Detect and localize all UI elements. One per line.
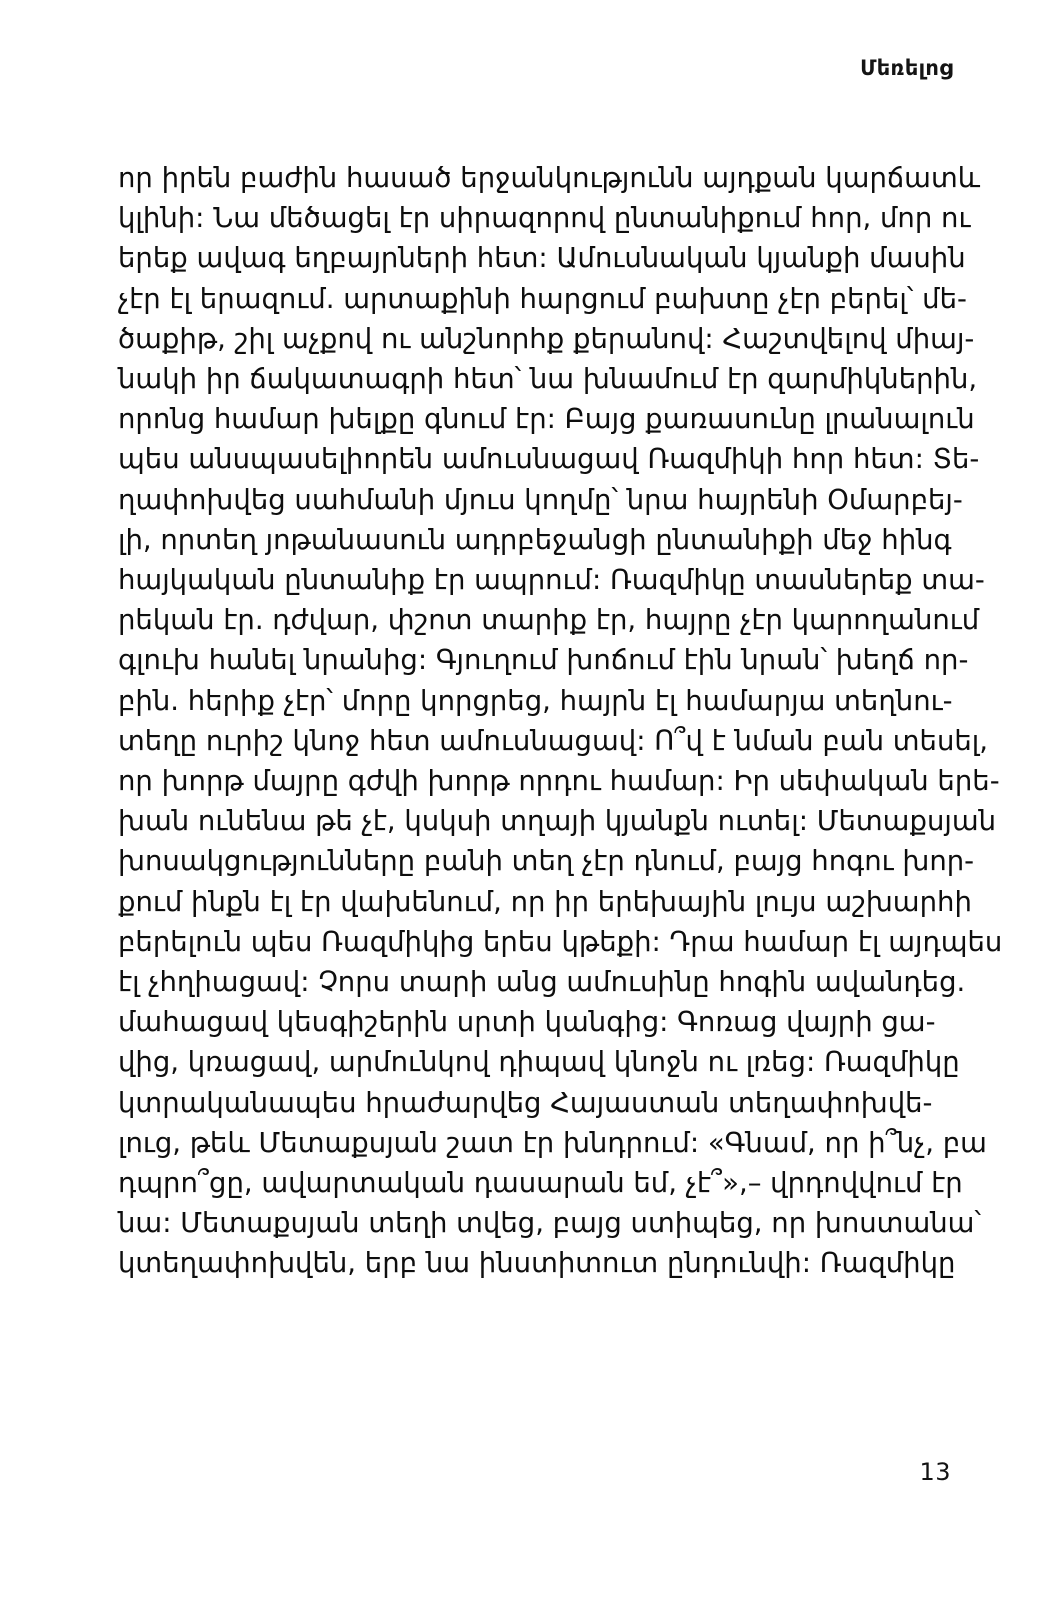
body-text-line: պես անսպասելիորեն ամուսնացավ Ռազմիկի հոր հետ: Տե- xyxy=(118,443,980,476)
body-text-line: տեղը ուրիշ կնոջ հետ ամուսնացավ: Ո՞վ է նման բան տեսել, xyxy=(118,724,989,757)
page-number: 13 xyxy=(919,1458,951,1486)
body-text-line: դպրո՞ցը, ավարտական դասարան եմ, չէ՞»,– վրդովվում էր xyxy=(118,1167,963,1200)
body-text-line: գլուխ հանել նրանից: Գյուղում խոճում էին նրան՝ խեղճ որ- xyxy=(118,644,969,677)
body-text-line: րեկան էր. դժվար, փշոտ տարիք էր, հայրը չէր կարողանում xyxy=(118,604,980,637)
body-text-line: կտրականապես հրաժարվեց Հայաստան տեղափոխվե- xyxy=(118,1086,933,1119)
running-header: Մեռելոց xyxy=(860,56,953,80)
body-text-line: որ իրեն բաժին հասած երջանկությունն այդքան կարճատև xyxy=(118,162,981,194)
body-text-line: մահացավ կեսգիշերին սրտի կանգից: Գոռաց վայրի ցա- xyxy=(118,1006,936,1039)
body-text-line: բին. հերիք չէր՝ մորը կորցրեց, հայրն էլ համարյա տեղնու- xyxy=(118,684,953,717)
body-text-line: խան ունենա թե չէ, կսկսի տղայի կյանքն ուտել: Մետաքսյան xyxy=(118,805,997,838)
body-text-line: էլ չհղիացավ: Չորս տարի անց ամուսինը հոգին ավանդեց. xyxy=(118,966,966,999)
body-text-line: նակի իր ճակատագրի հետ՝ նա խնամում էր զարմիկներին, xyxy=(118,363,978,396)
body-text-line: նա: Մետաքսյան տեղի տվեց, բայց ստիպեց, որ խոստանա՝ xyxy=(118,1207,982,1240)
body-text-line: վից, կռացավ, արմունկով դիպավ կնոջն ու լռեց: Ռազմիկը xyxy=(118,1046,960,1079)
body-text-line: ծաքիթ, շիլ աչքով ու անշնորհք քերանով: Հաշտվելով միայ- xyxy=(118,322,975,355)
body-text-line: ղափոխվեց սահմանի մյուս կողմը՝ նրա հայրենի Օմարբեյ- xyxy=(118,483,963,516)
body-text-line: կլինի: Նա մեծացել էր սիրազորով ընտանիքում հոր, մոր ու xyxy=(118,202,971,235)
body-text-line: կտեղափոխվեն, երբ նա ինստիտուտ ընդունվի: Ռազմիկը xyxy=(118,1247,956,1280)
body-text-line: որ խորթ մայրը գժվի խորթ որդու համար: Իր սեփական երե- xyxy=(118,765,1000,798)
body-text-line: քում ինքն էլ էր վախենում, որ իր երեխային լույս աշխարհի xyxy=(118,885,972,918)
body-text-line: լուց, թեև Մետաքսյան շատ էր խնդրում: «Գնամ, որ ի՞նչ, բա xyxy=(118,1126,987,1159)
body-text-line: չէր էլ երազում. արտաքինի հարցում բախտը չէր բերել՝ մե- xyxy=(118,282,967,315)
body-text-line: բերելուն պես Ռազմիկից երես կթեքի: Դրա համար էլ այդպես xyxy=(118,925,1003,958)
body-paragraph xyxy=(118,158,1003,1284)
body-text-line: լի, որտեղ յոթանասուն ադրբեջանցի ընտանիքի մեջ հինգ xyxy=(118,523,952,556)
body-text-line: հայկական ընտանիք էր ապրում: Ռազմիկը տասներեք տա- xyxy=(118,564,985,597)
body-text-line: որոնց համար խելքը գնում էր: Բայց քառասունը լրանալուն xyxy=(118,403,975,436)
body-text-line: խոսակցությունները բանի տեղ չէր դնում, բայց հոգու խոր- xyxy=(118,845,975,878)
body-text-line: երեք ավագ եղբայրների հետ: Ամուսնական կյանքի մասին xyxy=(118,242,966,275)
